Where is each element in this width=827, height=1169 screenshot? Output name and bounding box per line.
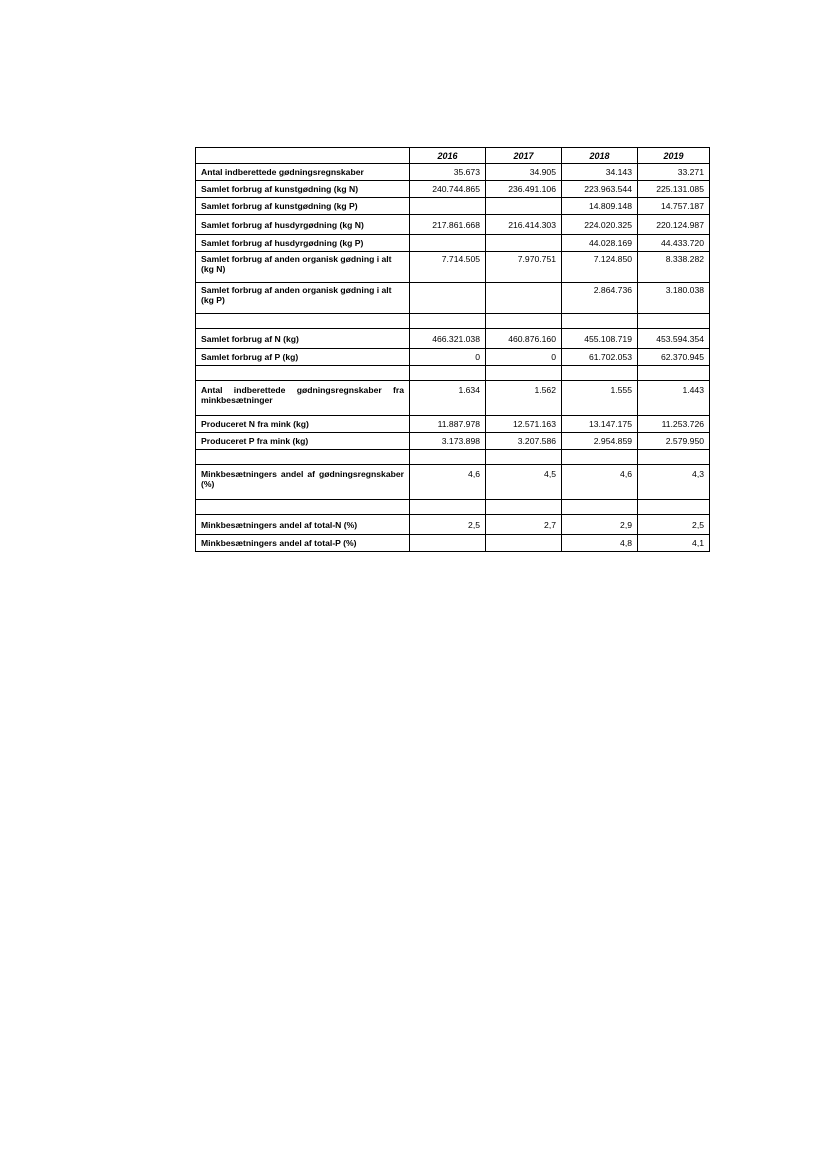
spacer-cell [638,500,710,515]
row-label: Samlet forbrug af husdyrgødning (kg N) [196,215,410,235]
cell-2017: 236.491.106 [486,181,562,198]
cell-2018: 1.555 [562,381,638,416]
cell-2018: 455.108.719 [562,329,638,349]
spacer-cell [410,500,486,515]
table-header-row [196,148,710,164]
cell-2017: 3.207.586 [486,433,562,450]
cell-2019: 1.443 [638,381,710,416]
cell-2017: 34.905 [486,164,562,181]
row-label: Samlet forbrug af kunstgødning (kg P) [196,198,410,215]
spacer-cell [410,450,486,465]
cell-2016: 0 [410,349,486,366]
table-row [196,535,710,552]
cell-2016: 11.887.978 [410,416,486,433]
cell-2016: 3.173.898 [410,433,486,450]
cell-2017: 7.970.751 [486,252,562,283]
cell-2019: 4,1 [638,535,710,552]
spacer-cell [486,450,562,465]
spacer-cell [410,366,486,381]
cell-2018: 2.954.859 [562,433,638,450]
cell-2018: 223.963.544 [562,181,638,198]
cell-2016 [410,283,486,314]
header-year-2019: 2019 [638,148,710,164]
row-label: Produceret P fra mink (kg) [196,433,410,450]
table-row [196,381,710,416]
row-label: Minkbesætningers andel af total-N (%) [196,515,410,535]
cell-2016: 2,5 [410,515,486,535]
cell-2018: 13.147.175 [562,416,638,433]
row-label: Samlet forbrug af husdyrgødning (kg P) [196,235,410,252]
cell-2018: 224.020.325 [562,215,638,235]
cell-2017 [486,283,562,314]
spacer-cell [638,366,710,381]
cell-2018: 7.124.850 [562,252,638,283]
spacer-cell [196,500,410,515]
spacer-cell [196,314,410,329]
table-row [196,164,710,181]
cell-2018: 14.809.148 [562,198,638,215]
cell-2016: 217.861.668 [410,215,486,235]
cell-2019: 44.433.720 [638,235,710,252]
cell-2016: 35.673 [410,164,486,181]
table-row [196,215,710,235]
cell-2017: 4,5 [486,465,562,500]
cell-2017: 460.876.160 [486,329,562,349]
cell-2017: 216.414.303 [486,215,562,235]
cell-2016 [410,198,486,215]
cell-2018: 2,9 [562,515,638,535]
header-label-cell [196,148,410,164]
table-spacer-row [196,450,710,465]
cell-2017 [486,235,562,252]
fertilizer-accounts-table [195,147,710,552]
cell-2016: 466.321.038 [410,329,486,349]
cell-2019: 62.370.945 [638,349,710,366]
cell-2019: 3.180.038 [638,283,710,314]
cell-2019: 2.579.950 [638,433,710,450]
spacer-cell [562,450,638,465]
row-label: Antal indberettede gødningsregnskaber [196,164,410,181]
spacer-cell [486,366,562,381]
cell-2019: 4,3 [638,465,710,500]
header-year-2017: 2017 [486,148,562,164]
table-spacer-row [196,366,710,381]
table-row [196,198,710,215]
cell-2019: 33.271 [638,164,710,181]
table-spacer-row [196,314,710,329]
cell-2019: 453.594.354 [638,329,710,349]
table-row [196,433,710,450]
cell-2017: 0 [486,349,562,366]
cell-2019: 8.338.282 [638,252,710,283]
table-row [196,349,710,366]
spacer-cell [638,314,710,329]
table-row [196,235,710,252]
cell-2017: 2,7 [486,515,562,535]
table-row [196,252,710,283]
cell-2016 [410,235,486,252]
cell-2019: 220.124.987 [638,215,710,235]
cell-2019: 225.131.085 [638,181,710,198]
cell-2018: 2.864.736 [562,283,638,314]
cell-2019: 2,5 [638,515,710,535]
spacer-cell [562,314,638,329]
row-label: Produceret N fra mink (kg) [196,416,410,433]
cell-2017: 12.571.163 [486,416,562,433]
spacer-cell [486,314,562,329]
cell-2019: 11.253.726 [638,416,710,433]
spacer-cell [410,314,486,329]
cell-2018: 44.028.169 [562,235,638,252]
cell-2016: 4,6 [410,465,486,500]
cell-2016 [410,535,486,552]
header-year-2018: 2018 [562,148,638,164]
row-label: Samlet forbrug af anden organisk gødning i alt (kg P) [196,283,410,314]
cell-2019: 14.757.187 [638,198,710,215]
table-row [196,329,710,349]
row-label: Samlet forbrug af kunstgødning (kg N) [196,181,410,198]
cell-2018: 4,8 [562,535,638,552]
table-row [196,465,710,500]
spacer-cell [196,366,410,381]
spacer-cell [638,450,710,465]
header-year-2016: 2016 [410,148,486,164]
cell-2018: 61.702.053 [562,349,638,366]
row-label: Minkbesætningers andel af total-P (%) [196,535,410,552]
table-spacer-row [196,500,710,515]
table-row [196,283,710,314]
cell-2017 [486,198,562,215]
row-label: Antal indberettede gødningsregnskaber fra minkbesætninger [196,381,410,416]
spacer-cell [196,450,410,465]
cell-2016: 1.634 [410,381,486,416]
table-row [196,416,710,433]
table-row [196,515,710,535]
spacer-cell [562,366,638,381]
cell-2017 [486,535,562,552]
spacer-cell [562,500,638,515]
cell-2018: 4,6 [562,465,638,500]
row-label: Minkbesætningers andel af gødningsregnskaber (%) [196,465,410,500]
spacer-cell [486,500,562,515]
cell-2016: 7.714.505 [410,252,486,283]
table-row [196,181,710,198]
row-label: Samlet forbrug af N (kg) [196,329,410,349]
cell-2018: 34.143 [562,164,638,181]
row-label: Samlet forbrug af anden organisk gødning i alt (kg N) [196,252,410,283]
row-label: Samlet forbrug af P (kg) [196,349,410,366]
cell-2017: 1.562 [486,381,562,416]
cell-2016: 240.744.865 [410,181,486,198]
